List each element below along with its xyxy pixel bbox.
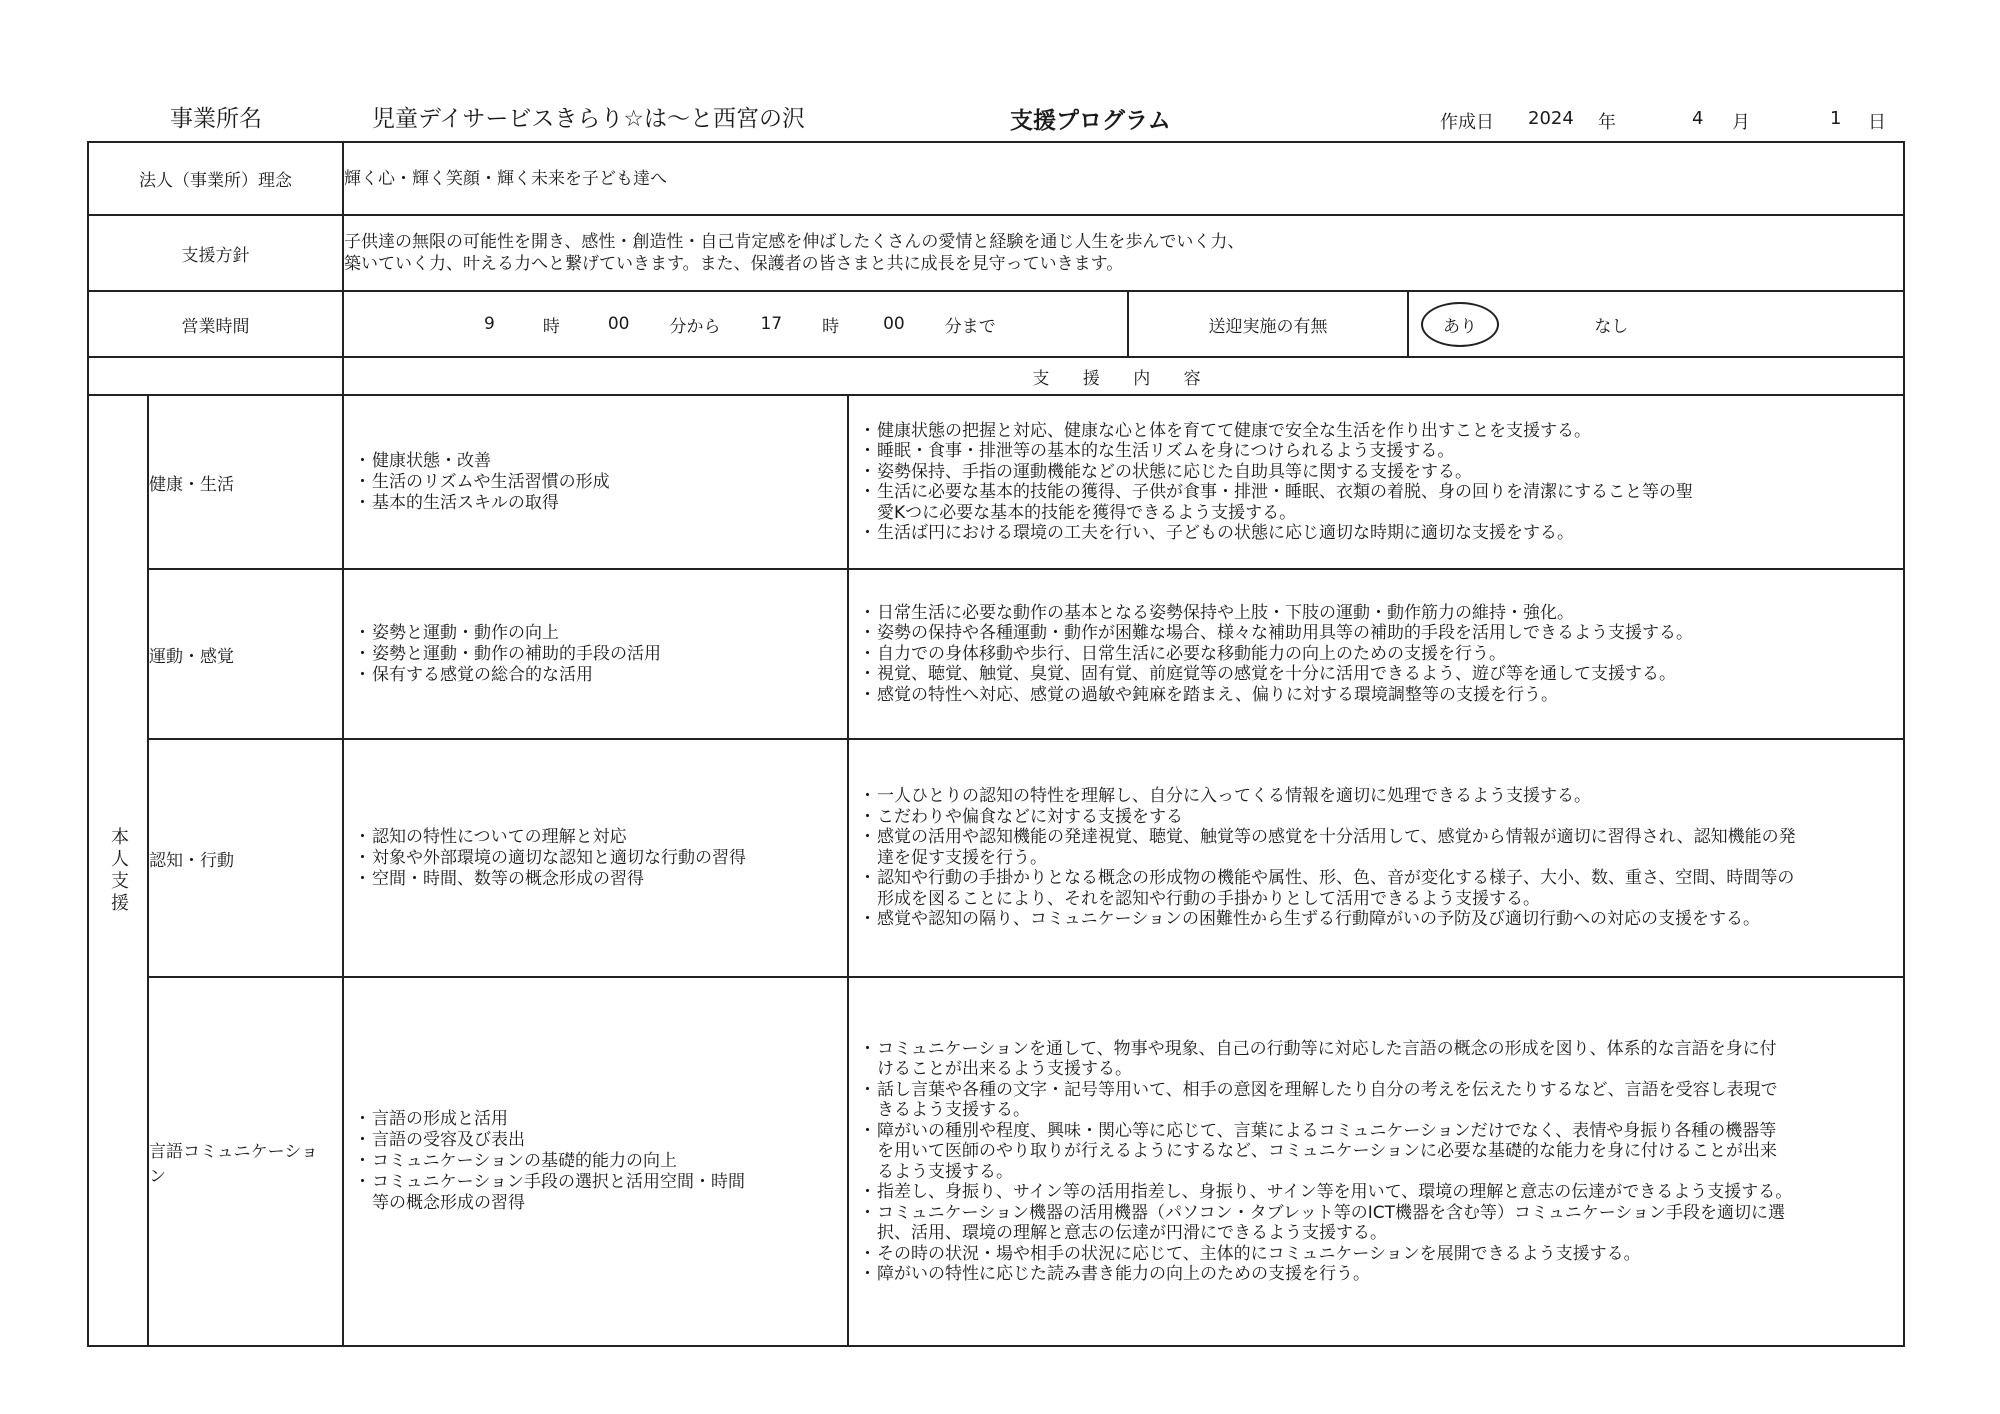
start-minute: 00 [607, 314, 630, 334]
transport-label: 送迎実施の有無 [1128, 291, 1408, 357]
section-contents [848, 739, 1904, 977]
hours-cell [343, 291, 1128, 357]
section-goals [343, 395, 848, 569]
transport-yes-circled: あり [1421, 302, 1499, 347]
content-item: ・ こだわりや偏食などに対する支援をする [877, 807, 1803, 828]
goals-list [344, 623, 847, 686]
created-label: 作成日 [1440, 112, 1494, 133]
end-hour: 17 [760, 314, 783, 334]
section-row-health [88, 395, 1904, 569]
goal-item: ・ 対象や外部環境の適切な認知と適切な行動の習得 [372, 848, 787, 869]
content-item: ・ 睡眠・食事・排泄等の基本的な生活リズムを身につけられるよう支援する。 [877, 441, 1903, 462]
goal-item: ・ 姿勢と運動・動作の向上 [372, 623, 847, 644]
hours-label: 営業時間 [88, 291, 343, 357]
self-support-cell [88, 395, 148, 1346]
from-text: 分から [669, 316, 721, 337]
end-hour-unit: 時 [822, 316, 840, 337]
blank-header-cell [88, 357, 343, 395]
policy-row [88, 215, 1904, 291]
section-contents [848, 569, 1904, 739]
section-row-communication [88, 977, 1904, 1346]
content-item: ・ 感覚の特性へ対応、感覚の過敏や鈍麻を踏まえ、偏りに対する環境調整等の支援を行う。 [877, 685, 1903, 706]
year-unit: 年 [1598, 112, 1616, 133]
contents-list [849, 786, 1903, 930]
content-item: ・ コミュニケーション機器の活用機器（パソコン・タブレット等のICT機器を含む等）コミュニケーション手段を適切に選択、活用、環境の理解と意志の伝達が円滑にできるよう支援する。 [877, 1203, 1793, 1244]
hours-row [88, 291, 1904, 357]
goals-list [344, 827, 847, 890]
section-row-motor [88, 569, 1904, 739]
contents-list [849, 1039, 1903, 1285]
content-item: ・ 生活に必要な基本的技能の獲得、子供が食事・排泄・睡眠、衣類の着脱、身の回りを清潔にすること等の聖愛Kつに必要な基本的技能を獲得できるよう支援する。 [877, 482, 1903, 523]
end-minute: 00 [883, 314, 905, 334]
goal-item: ・ 保有する感覚の総合的な活用 [372, 665, 847, 686]
transport-cell [1408, 291, 1904, 357]
section-row-cognition [88, 739, 1904, 977]
transport-no: なし [1594, 316, 1629, 337]
contents-list [849, 421, 1903, 544]
created-year: 2024 [1528, 108, 1574, 129]
goal-item: ・ 生活のリズムや生活習慣の形成 [372, 472, 847, 493]
content-item: ・ 姿勢保持、手指の運動機能などの状態に応じた自助具等に関する支援をする。 [877, 462, 1903, 483]
created-day: 1 [1830, 108, 1842, 129]
section-contents [848, 977, 1904, 1346]
month-unit: 月 [1732, 112, 1750, 133]
content-item: ・ 生活ば円における環境の工夫を行い、子どもの状態に応じ適切な時期に適切な支援をする。 [877, 523, 1903, 544]
content-item: ・ 感覚の活用や認知機能の発達視覚、聴覚、触覚等の感覚を十分活用して、感覚から情報が適切に習得され、認知機能の発達を促す支援を行う。 [877, 827, 1803, 868]
policy-line-2: 築いていく力、叶える力へと繋げていきます。また、保護者の皆さまと共に成長を見守っていきます。 [344, 254, 1124, 274]
goal-item: ・ 認知の特性についての理解と対応 [372, 827, 787, 848]
support-program-table [87, 141, 1905, 1347]
self-support-label: 本人支援 [108, 826, 129, 915]
goal-item: ・ コミュニケーション手段の選択と活用空間・時間等の概念形成の習得 [372, 1172, 757, 1214]
goal-item: ・ 基本的生活スキルの取得 [372, 493, 847, 514]
philosophy-text: 輝く心・輝く笑顔・輝く未来を子ども達へ [343, 142, 1904, 215]
content-item: ・ 健康状態の把握と対応、健康な心と体を育てて健康で安全な生活を作り出すことを支援する。 [877, 421, 1903, 442]
content-item: ・ 指差し、身振り、サイン等の活用指差し、身振り、サイン等を用いて、環境の理解と意志の伝達ができるよう支援する。 [877, 1182, 1793, 1203]
content-item: ・ 日常生活に必要な動作の基本となる姿勢保持や上肢・下肢の運動・動作筋力の維持・強化。 [877, 603, 1903, 624]
section-name: 認知・行動 [148, 739, 343, 977]
policy-text [343, 215, 1904, 291]
content-item: ・ 一人ひとりの認知の特性を理解し、自分に入ってくる情報を適切に処理できるよう支援する。 [877, 786, 1803, 807]
office-label: 事業所名 [170, 106, 262, 132]
content-item: ・ コミュニケーションを通して、物事や現象、自己の行動等に対応した言語の概念の形成を図り、体系的な言語を身に付けることが出来るよう支援する。 [877, 1039, 1793, 1080]
until-text: 分まで [944, 316, 996, 337]
section-goals [343, 739, 848, 977]
policy-line-1: 子供達の無限の可能性を開き、感性・創造性・自己肯定感を伸ばしたくさんの愛情と経験を通じ人生を歩んでいく力、 [344, 232, 1245, 252]
goals-list [344, 1109, 847, 1214]
day-unit: 日 [1868, 112, 1886, 133]
philosophy-row [88, 142, 1904, 215]
office-name: 児童デイサービスきらり☆は～と西宮の沢 [372, 106, 806, 132]
content-item: ・ 認知や行動の手掛かりとなる概念の形成物の機能や属性、形、色、音が変化する様子、大小、数、重さ、空間、時間等の形成を図ることにより、それを認知や行動の手掛かりとして活用できるよう支援する。 [877, 868, 1803, 909]
created-month: 4 [1692, 108, 1704, 129]
support-content-header: 支 援 内 容 [343, 357, 1904, 395]
content-item: ・ 障がいの種別や程度、興味・関心等に応じて、言葉によるコミュニケーションだけでなく、表情や身振り各種の機器等を用いて医師のやり取りが行えるようにするなど、コミュニケーションに必要な基礎的な能力を身に付けることが出来るよう支援する。 [877, 1121, 1793, 1183]
section-name: 運動・感覚 [148, 569, 343, 739]
section-goals [343, 569, 848, 739]
content-item: ・ 視覚、聴覚、触覚、臭覚、固有覚、前庭覚等の感覚を十分に活用できるよう、遊び等を通して支援する。 [877, 664, 1903, 685]
content-item: ・ 感覚や認知の隔り、コミュニケーションの困難性から生ずる行動障がいの予防及び適切行動への対応の支援をする。 [877, 909, 1803, 930]
goal-item: ・ 空間・時間、数等の概念形成の習得 [372, 869, 787, 890]
section-name: 健康・生活 [148, 395, 343, 569]
section-goals [343, 977, 848, 1346]
content-item: ・ 話し言葉や各種の文字・記号等用いて、相手の意図を理解したり自分の考えを伝えたりするなど、言語を受容し表現できるよう支援する。 [877, 1080, 1793, 1121]
philosophy-label: 法人（事業所）理念 [88, 142, 343, 215]
hours-range [344, 292, 1127, 356]
contents-list [849, 603, 1903, 706]
section-contents [848, 395, 1904, 569]
policy-label: 支援方針 [88, 215, 343, 291]
document-title: 支援プログラム [1010, 108, 1171, 134]
start-hour: 9 [484, 314, 495, 334]
section-name: 言語コミュニケーション [148, 977, 343, 1346]
content-item: ・ 自力での身体移動や歩行、日常生活に必要な移動能力の向上のための支援を行う。 [877, 644, 1903, 665]
start-hour-unit: 時 [542, 316, 560, 337]
goal-item: ・ 姿勢と運動・動作の補助的手段の活用 [372, 644, 847, 665]
goal-item: ・ 言語の形成と活用 [372, 1109, 757, 1130]
goal-item: ・ コミュニケーションの基礎的能力の向上 [372, 1151, 757, 1172]
goal-item: ・ 言語の受容及び表出 [372, 1130, 757, 1151]
goals-list [344, 451, 847, 514]
goal-item: ・ 健康状態・改善 [372, 451, 847, 472]
content-item: ・ 姿勢の保持や各種運動・動作が困難な場合、様々な補助用具等の補助的手段を活用しできるよう支援する。 [877, 623, 1903, 644]
support-content-header-row [88, 357, 1904, 395]
content-item: ・ その時の状況・場や相手の状況に応じて、主体的にコミュニケーションを展開できるよう支援する。 [877, 1244, 1793, 1265]
content-item: ・ 障がいの特性に応じた読み書き能力の向上のための支援を行う。 [877, 1264, 1793, 1285]
